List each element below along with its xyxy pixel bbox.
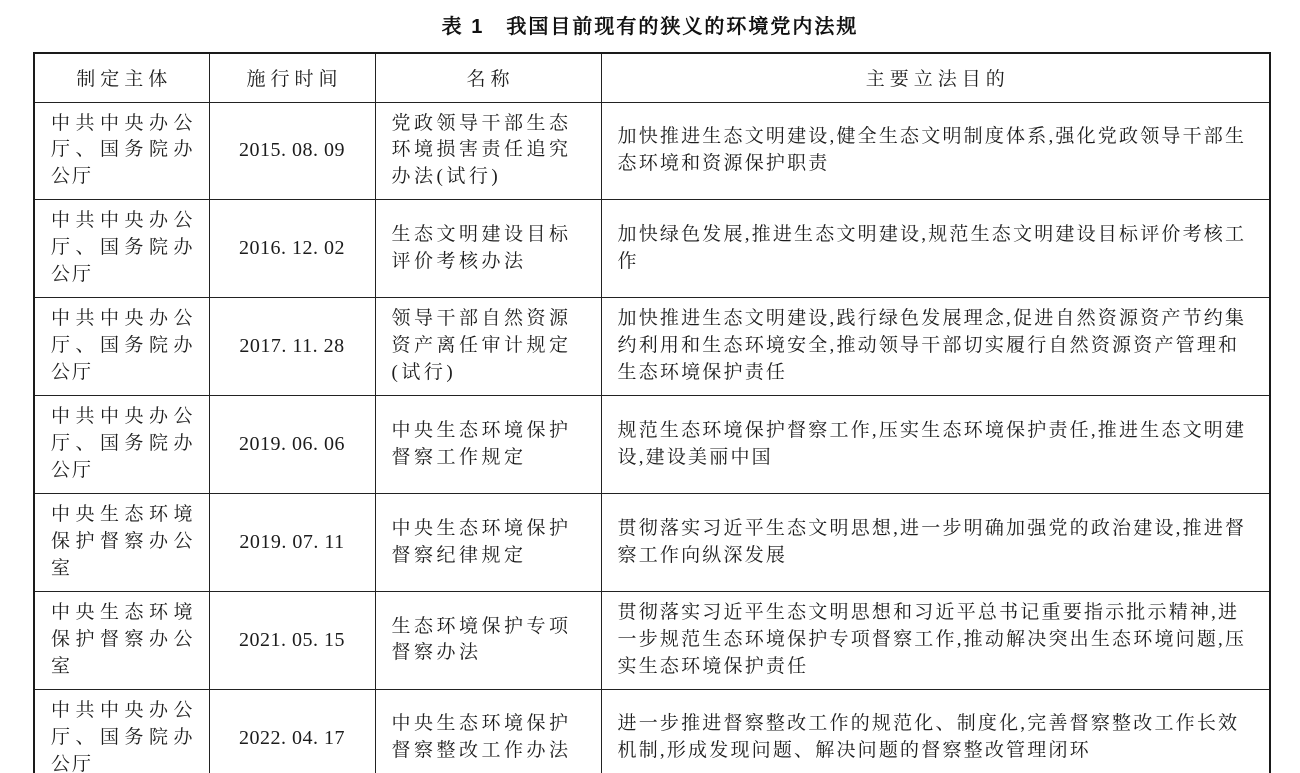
purpose-cell: 加快推进生态文明建设,健全生态文明制度体系,强化党政领导干部生态环境和资源保护职责 [601,102,1270,200]
table-row [34,494,1270,592]
name-cell: 中央生态环境保护督察纪律规定 [375,494,601,592]
date-cell: 2015. 08. 09 [209,102,375,200]
purpose-cell: 加快绿色发展,推进生态文明建设,规范生态文明建设目标评价考核工作 [601,200,1270,298]
name-cell: 生态环境保护专项督察办法 [375,592,601,690]
header-name: 名称 [375,53,601,102]
header-purpose: 主要立法目的 [601,53,1270,102]
name-cell: 领导干部自然资源资产离任审计规定(试行) [375,298,601,396]
table-row [34,592,1270,690]
table-row [34,102,1270,200]
purpose-cell: 规范生态环境保护督察工作,压实生态环境保护责任,推进生态文明建设,建设美丽中国 [601,396,1270,494]
issuer-cell: 中央生态环境保护督察办公室 [34,592,209,690]
date-cell: 2021. 05. 15 [209,592,375,690]
date-cell: 2017. 11. 28 [209,298,375,396]
table-header-row [34,53,1270,102]
purpose-cell: 贯彻落实习近平生态文明思想,进一步明确加强党的政治建设,推进督察工作向纵深发展 [601,494,1270,592]
table-row [34,396,1270,494]
issuer-cell: 中共中央办公厅、国务院办公厅 [34,298,209,396]
issuer-cell: 中央生态环境保护督察办公室 [34,494,209,592]
purpose-cell: 进一步推进督察整改工作的规范化、制度化,完善督察整改工作长效机制,形成发现问题、解决问题的督察整改管理闭环 [601,689,1270,773]
header-issuer: 制定主体 [34,53,209,102]
regulations-table [33,52,1271,773]
issuer-cell: 中共中央办公厅、国务院办公厅 [34,102,209,200]
table-row [34,298,1270,396]
name-cell: 中央生态环境保护督察工作规定 [375,396,601,494]
issuer-cell: 中共中央办公厅、国务院办公厅 [34,396,209,494]
purpose-cell: 加快推进生态文明建设,践行绿色发展理念,促进自然资源资产节约集约利用和生态环境安全,推动领导干部切实履行自然资源资产管理和生态环境保护责任 [601,298,1270,396]
table-caption: 表 1 我国目前现有的狭义的环境党内法规 [441,16,859,38]
table-row [34,689,1270,773]
header-date: 施行时间 [209,53,375,102]
purpose-cell: 贯彻落实习近平生态文明思想和习近平总书记重要指示批示精神,进一步规范生态环境保护专项督察工作,推动解决突出生态环境问题,压实生态环境保护责任 [601,592,1270,690]
date-cell: 2019. 06. 06 [209,396,375,494]
name-cell: 生态文明建设目标评价考核办法 [375,200,601,298]
name-cell: 中央生态环境保护督察整改工作办法 [375,689,601,773]
name-cell: 党政领导干部生态环境损害责任追究办法(试行) [375,102,601,200]
issuer-cell: 中共中央办公厅、国务院办公厅 [34,689,209,773]
date-cell: 2022. 04. 17 [209,689,375,773]
date-cell: 2019. 07. 11 [209,494,375,592]
issuer-cell: 中共中央办公厅、国务院办公厅 [34,200,209,298]
date-cell: 2016. 12. 02 [209,200,375,298]
table-row [34,200,1270,298]
